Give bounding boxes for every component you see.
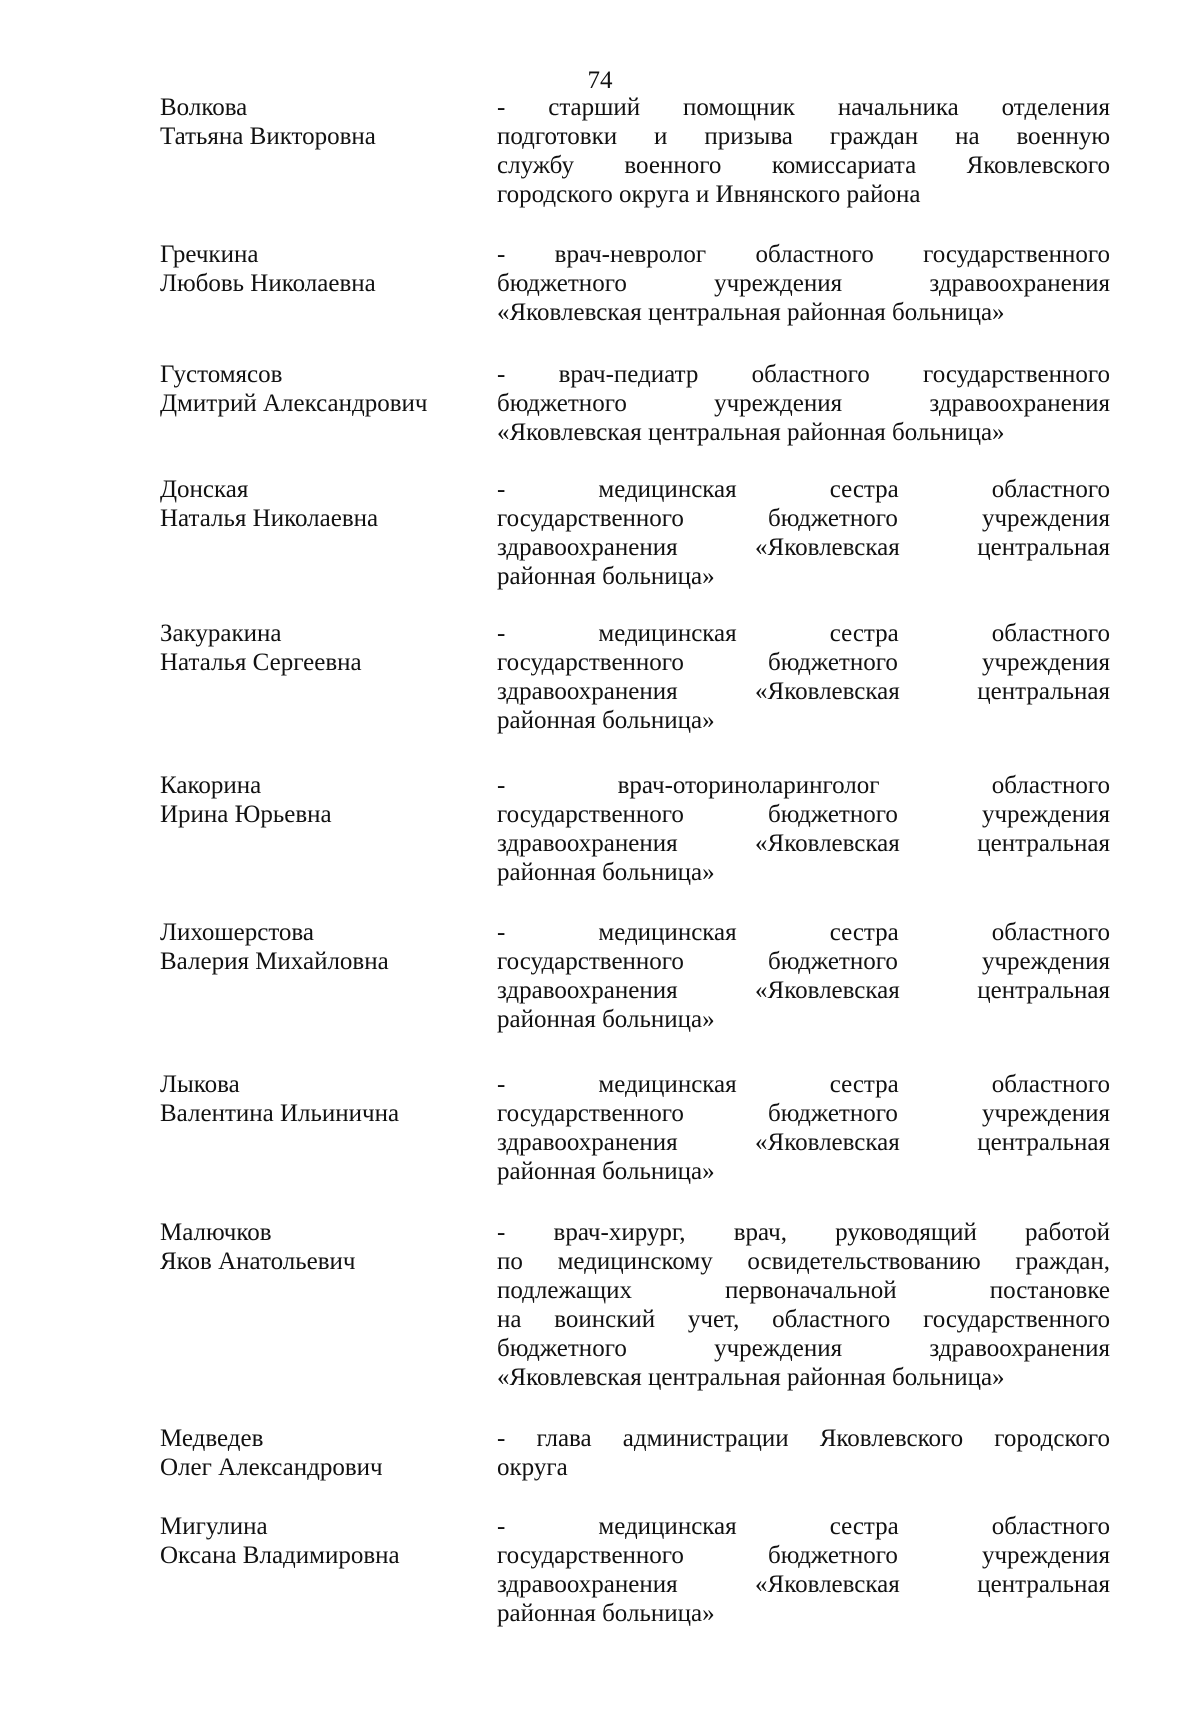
- person-surname: Малючков: [160, 1219, 272, 1246]
- position-line: бюджетного учреждения здравоохранения: [497, 390, 1110, 417]
- position-line: подлежащих первоначальной постановке: [497, 1277, 1110, 1304]
- position-line: здравоохранения «Яковлевская центральная: [497, 1129, 1110, 1156]
- position-line: - врач-хирург, врач, руководящий работой: [497, 1219, 1110, 1246]
- position-line: районная больница»: [497, 1006, 715, 1033]
- position-line: округа: [497, 1454, 568, 1481]
- person-given-names: Валентина Ильинична: [160, 1100, 400, 1127]
- person-given-names: Оксана Владимировна: [160, 1542, 400, 1569]
- position-line: здравоохранения «Яковлевская центральная: [497, 1571, 1110, 1598]
- person-position: [497, 93, 1110, 209]
- position-line: государственного бюджетного учреждения: [497, 801, 1110, 828]
- position-line: - медицинская сестра областного: [497, 1071, 1110, 1098]
- person-position: [497, 475, 1110, 591]
- person-position: [497, 240, 1110, 327]
- person-position: [497, 1218, 1110, 1392]
- position-line: здравоохранения «Яковлевская центральная: [497, 534, 1110, 561]
- person-position: [497, 360, 1110, 447]
- person-name: [160, 1424, 480, 1482]
- person-surname: Мигулина: [160, 1513, 268, 1540]
- person-name: [160, 918, 480, 976]
- page-number: 74: [587, 67, 613, 94]
- person-name: [160, 1512, 480, 1570]
- position-line: «Яковлевская центральная районная больница»: [497, 1364, 1005, 1391]
- position-line: на воинский учет, областного государственного: [497, 1306, 1110, 1333]
- person-given-names: Яков Анатольевич: [160, 1248, 356, 1275]
- position-line: городского округа и Ивнянского района: [497, 181, 921, 208]
- person-surname: Лыкова: [160, 1071, 240, 1098]
- person-surname: Донская: [160, 476, 249, 503]
- position-line: государственного бюджетного учреждения: [497, 1100, 1110, 1127]
- position-line: государственного бюджетного учреждения: [497, 505, 1110, 532]
- person-surname: Гречкина: [160, 241, 259, 268]
- position-line: государственного бюджетного учреждения: [497, 649, 1110, 676]
- position-line: - глава администрации Яковлевского городского: [497, 1425, 1110, 1452]
- person-name: [160, 1218, 480, 1276]
- position-line: здравоохранения «Яковлевская центральная: [497, 830, 1110, 857]
- person-name: [160, 240, 480, 298]
- position-line: - врач-оториноларинголог областного: [497, 772, 1110, 799]
- position-line: районная больница»: [497, 1600, 715, 1627]
- person-position: [497, 619, 1110, 735]
- position-line: государственного бюджетного учреждения: [497, 1542, 1110, 1569]
- position-line: - врач-невролог областного государственного: [497, 241, 1110, 268]
- person-name: [160, 475, 480, 533]
- person-name: [160, 93, 480, 151]
- person-position: [497, 1424, 1110, 1482]
- position-line: государственного бюджетного учреждения: [497, 948, 1110, 975]
- position-line: бюджетного учреждения здравоохранения: [497, 1335, 1110, 1362]
- position-line: бюджетного учреждения здравоохранения: [497, 270, 1110, 297]
- position-line: здравоохранения «Яковлевская центральная: [497, 977, 1110, 1004]
- position-line: «Яковлевская центральная районная больница»: [497, 419, 1005, 446]
- position-line: районная больница»: [497, 563, 715, 590]
- person-name: [160, 619, 480, 677]
- person-surname: Закуракина: [160, 620, 282, 647]
- position-line: - медицинская сестра областного: [497, 919, 1110, 946]
- person-surname: Волкова: [160, 94, 248, 121]
- person-given-names: Наталья Сергеевна: [160, 649, 362, 676]
- person-position: [497, 1512, 1110, 1628]
- position-line: здравоохранения «Яковлевская центральная: [497, 678, 1110, 705]
- position-line: - медицинская сестра областного: [497, 620, 1110, 647]
- person-position: [497, 771, 1110, 887]
- position-line: «Яковлевская центральная районная больница»: [497, 299, 1005, 326]
- position-line: - врач-педиатр областного государственного: [497, 361, 1110, 388]
- position-line: подготовки и призыва граждан на военную: [497, 123, 1110, 150]
- position-line: - медицинская сестра областного: [497, 476, 1110, 503]
- person-position: [497, 918, 1110, 1034]
- person-surname: Лихошерстова: [160, 919, 314, 946]
- position-line: районная больница»: [497, 707, 715, 734]
- position-line: - старший помощник начальника отделения: [497, 94, 1110, 121]
- person-surname: Какорина: [160, 772, 262, 799]
- person-name: [160, 1070, 480, 1128]
- position-line: - медицинская сестра областного: [497, 1513, 1110, 1540]
- person-given-names: Дмитрий Александрович: [160, 390, 428, 417]
- position-line: районная больница»: [497, 859, 715, 886]
- person-surname: Густомясов: [160, 361, 283, 388]
- person-given-names: Любовь Николаевна: [160, 270, 376, 297]
- person-given-names: Валерия Михайловна: [160, 948, 389, 975]
- person-name: [160, 771, 480, 829]
- person-surname: Медведев: [160, 1425, 264, 1452]
- person-given-names: Наталья Николаевна: [160, 505, 379, 532]
- person-position: [497, 1070, 1110, 1186]
- person-given-names: Олег Александрович: [160, 1454, 383, 1481]
- position-line: районная больница»: [497, 1158, 715, 1185]
- person-name: [160, 360, 480, 418]
- person-given-names: Татьяна Викторовна: [160, 123, 376, 150]
- position-line: по медицинскому освидетельствованию граждан,: [497, 1248, 1110, 1275]
- person-given-names: Ирина Юрьевна: [160, 801, 332, 828]
- position-line: службу военного комиссариата Яковлевского: [497, 152, 1110, 179]
